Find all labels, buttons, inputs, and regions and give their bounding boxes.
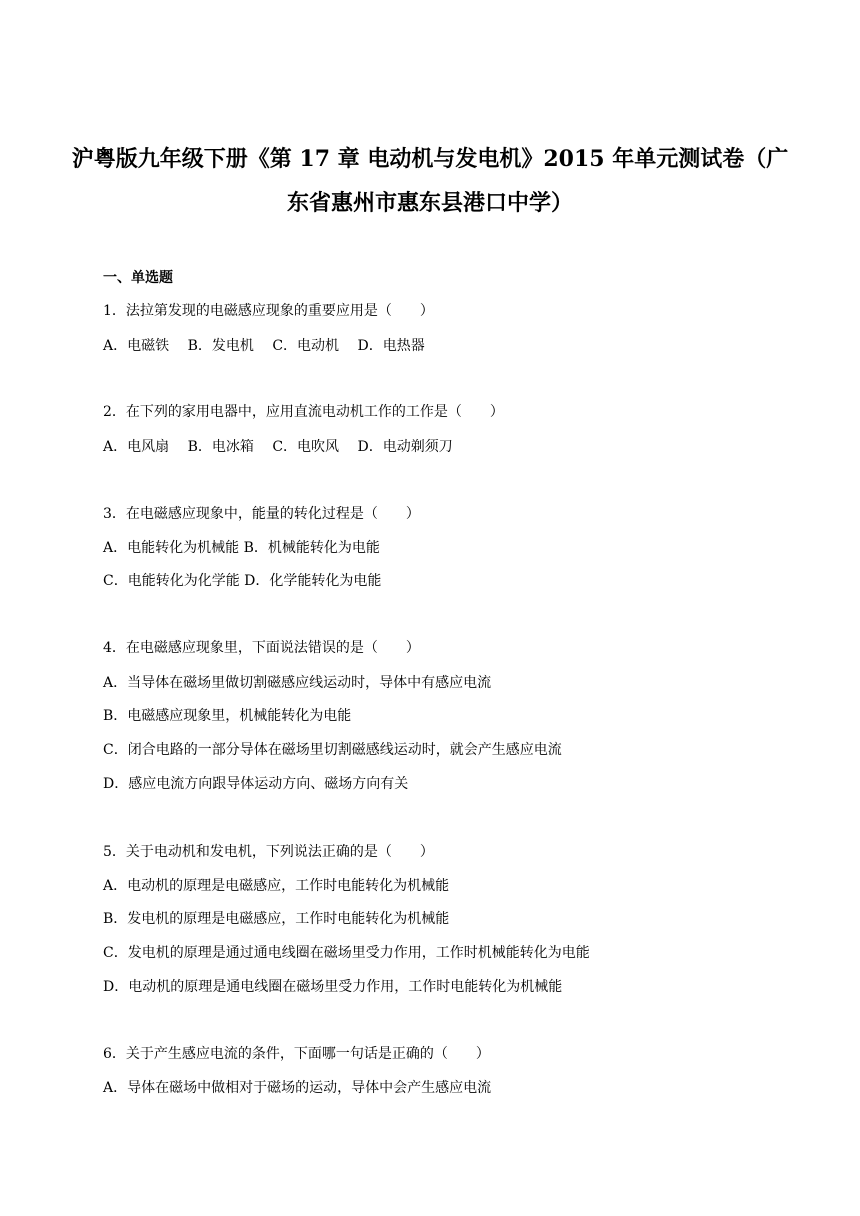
question-2-stem: 2．在下列的家用电器中，应用直流电动机工作的工作是（ ） <box>103 404 504 420</box>
question-4-option-a: A．当导体在磁场里做切割磁感应线运动时，导体中有感应电流 <box>103 675 492 691</box>
question-5-option-a: A．电动机的原理是电磁感应，工作时电能转化为机械能 <box>103 878 450 894</box>
question-1-option-d: D．电热器 <box>357 338 425 354</box>
question-3-option-b: B．机械能转化为电能 <box>243 540 380 556</box>
question-1-options <box>103 336 439 356</box>
question-2-option-d: D．电动剃须刀 <box>357 439 453 455</box>
question-4-option-c: C．闭合电路的一部分导体在磁场里切割磁感线运动时，就会产生感应电流 <box>103 742 562 758</box>
question-5-option-c: C．发电机的原理是通过通电线圈在磁场里受力作用，工作时机械能转化为电能 <box>103 945 590 961</box>
question-3-options-row-2 <box>103 571 381 591</box>
question-4-stem: 4．在电磁感应现象里，下面说法错误的是（ ） <box>103 640 420 656</box>
question-2-options <box>103 437 467 457</box>
question-2-option-a: A．电风扇 <box>103 439 170 455</box>
question-2-option-c: C．电吹风 <box>272 439 340 455</box>
question-3-options-row-1 <box>103 538 380 558</box>
question-4-option-b: B．电磁感应现象里，机械能转化为电能 <box>103 708 352 724</box>
question-3-option-a: A．电能转化为机械能 <box>103 540 240 556</box>
question-3-stem: 3．在电磁感应现象中，能量的转化过程是（ ） <box>103 506 420 522</box>
question-6-stem: 6．关于产生感应电流的条件，下面哪一句话是正确的（ ） <box>103 1046 490 1062</box>
question-1-stem: 1．法拉第发现的电磁感应现象的重要应用是（ ） <box>103 303 434 319</box>
question-3-option-d: D．化学能转化为电能 <box>244 573 382 589</box>
question-2-option-b: B．电冰箱 <box>187 439 254 455</box>
question-6-option-a: A．导体在磁场中做相对于磁场的运动，导体中会产生感应电流 <box>103 1080 492 1096</box>
section-heading: 一、单选题 <box>103 270 173 286</box>
question-1-option-b: B．发电机 <box>187 338 254 354</box>
question-1-option-c: C．电动机 <box>272 338 340 354</box>
question-5-stem: 5．关于电动机和发电机，下列说法正确的是（ ） <box>103 844 434 860</box>
question-4-option-d: D．感应电流方向跟导体运动方向、磁场方向有关 <box>103 776 409 792</box>
document-title-line-2: 东省惠州市惠东县港口中学） <box>286 190 573 216</box>
question-5-option-b: B．发电机的原理是电磁感应，工作时电能转化为机械能 <box>103 911 450 927</box>
document-title-line-1: 沪粤版九年级下册《第 17 章 电动机与发电机》2015 年单元测试卷（广 <box>71 146 789 172</box>
question-5-option-d: D．电动机的原理是通电线圈在磁场里受力作用，工作时电能转化为机械能 <box>103 979 563 995</box>
question-3-option-c: C．电能转化为化学能 <box>103 573 240 589</box>
question-1-option-a: A．电磁铁 <box>103 338 170 354</box>
